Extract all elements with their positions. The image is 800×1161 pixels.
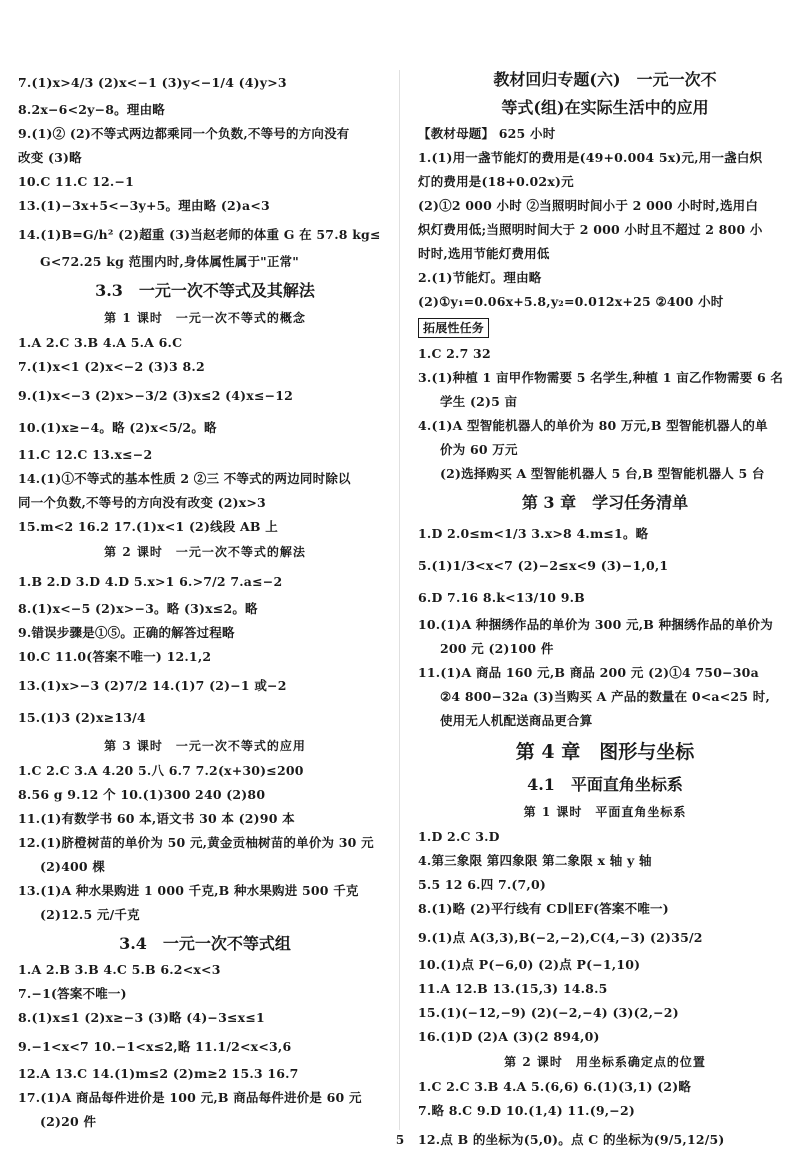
boxed-heading-row — [418, 318, 792, 338]
answer-line: 15.m<2 16.2 17.(1)x<1 (2)线段 AB 上 — [18, 519, 278, 534]
answer-line: 改变 (3)略 — [18, 150, 82, 165]
answer-line: 13.(1)−3x+5<−3y+5。理由略 (2)a<3 — [18, 198, 270, 213]
lesson-heading: 第 3 课时 一元一次不等式的应用 — [104, 739, 306, 753]
answer-line: 1.A 2.B 3.B 4.C 5.B 6.2<x<3 — [18, 962, 221, 977]
answer-line: (2)①y₁=0.06x+5.8,y₂=0.012x+25 ②400 小时 — [418, 294, 724, 309]
answer-line: 【教材母题】 625 小时 — [418, 126, 556, 141]
answer-line: 11.C 12.C 13.x≤−2 — [18, 447, 153, 462]
answer-line: 7.(1)x>4/3 (2)x<−1 (3)y<−1/4 (4)y>3 — [18, 75, 287, 90]
answer-line: (2)20 件 — [40, 1114, 97, 1129]
answer-line: 1.A 2.C 3.B 4.A 5.A 6.C — [18, 335, 183, 350]
answer-line: 17.(1)A 商品每件进价是 100 元,B 商品每件进价是 60 元 — [18, 1090, 362, 1105]
answer-line: 7.略 8.C 9.D 10.(1,4) 11.(9,−2) — [418, 1103, 635, 1118]
answer-line: 9.(1)点 A(3,3),B(−2,−2),C(4,−3) (2)35/2 — [418, 930, 703, 945]
section-heading: 3.4 一元一次不等式组 — [119, 934, 291, 953]
answer-line: 1.D 2.C 3.D — [418, 829, 500, 844]
answer-line: 2.(1)节能灯。理由略 — [418, 270, 542, 285]
answer-line: 灯的费用是(18+0.02x)元 — [418, 174, 574, 189]
answer-line: 12.点 B 的坐标为(5,0)。点 C 的坐标为(9/5,12/5) — [418, 1132, 725, 1147]
answer-line: 1.D 2.0≤m<1/3 3.x>8 4.m≤1。略 — [418, 526, 649, 541]
answer-line: 9.错误步骤是①⑤。正确的解答过程略 — [18, 625, 235, 640]
chapter-heading: 第 4 章 图形与坐标 — [515, 741, 695, 763]
left-column — [18, 70, 392, 1138]
answer-line: 时时,选用节能灯费用低 — [418, 246, 550, 261]
lesson-heading: 第 2 课时 一元一次不等式的解法 — [104, 545, 306, 559]
answer-line: 12.(1)脐橙树苗的单价为 50 元,黄金贡柚树苗的单价为 30 元 — [18, 835, 374, 850]
boxed-heading: 拓展性任务 — [418, 318, 489, 338]
answer-line: 3.(1)种植 1 亩甲作物需要 5 名学生,种植 1 亩乙作物需要 6 名 — [418, 370, 784, 385]
answer-line: 4.第三象限 第四象限 第二象限 x 轴 y 轴 — [418, 853, 652, 868]
section-heading: 3.3 一元一次不等式及其解法 — [95, 281, 315, 300]
answer-line: 8.56 g 9.12 个 10.(1)300 240 (2)80 — [18, 787, 266, 802]
answer-line: 16.(1)D (2)A (3)(2 894,0) — [418, 1029, 600, 1044]
answer-line: 10.(1)A 种捆绣作品的单价为 300 元,B 种捆绣作品的单价为 — [418, 617, 773, 632]
answer-line: 13.(1)x>−3 (2)7/2 14.(1)7 (2)−1 或−2 — [18, 678, 287, 693]
answer-line: 炽灯费用低;当照明时间大于 2 000 小时且不超过 2 800 小 — [418, 222, 763, 237]
answer-line: 9.(1)② (2)不等式两边都乘同一个负数,不等号的方向没有 — [18, 126, 350, 141]
answer-line: 同一个负数,不等号的方向没有改变 (2)x>3 — [18, 495, 266, 510]
right-column — [418, 70, 792, 1159]
answer-line: 7.−1(答案不唯一) — [18, 986, 127, 1001]
answer-line: 6.D 7.16 8.k<13/10 9.B — [418, 590, 585, 605]
section-heading: 第 3 章 学习任务清单 — [521, 493, 689, 512]
answer-line: 使用无人机配送商品更合算 — [440, 713, 593, 728]
special-topic-heading: 教材回归专题(六) 一元一次不 — [493, 70, 717, 89]
answer-line: (2)①2 000 小时 ②当照明时间小于 2 000 小时时,选用白 — [418, 198, 759, 213]
answer-line: 200 元 (2)100 件 — [440, 641, 554, 656]
answer-line: 1.C 2.C 3.B 4.A 5.(6,6) 6.(1)(3,1) (2)略 — [418, 1079, 692, 1094]
answer-line: 1.B 2.D 3.D 4.D 5.x>1 6.>7/2 7.a≤−2 — [18, 574, 283, 589]
answer-line: 11.(1)A 商品 160 元,B 商品 200 元 (2)①4 750−30a — [418, 665, 759, 680]
answer-line: 12.A 13.C 14.(1)m≤2 (2)m≥2 15.3 16.7 — [18, 1066, 299, 1081]
answer-line: 8.2x−6<2y−8。理由略 — [18, 102, 165, 117]
answer-line: 8.(1)略 (2)平行线有 CD∥EF(答案不唯一) — [418, 901, 669, 916]
lesson-heading: 第 1 课时 平面直角坐标系 — [523, 805, 687, 819]
column-divider — [399, 70, 400, 1130]
section-heading: 4.1 平面直角坐标系 — [527, 775, 683, 794]
answer-line: 1.C 2.7 32 — [418, 346, 491, 361]
answer-line: 8.(1)x<−5 (2)x>−3。略 (3)x≤2。略 — [18, 601, 258, 616]
answer-line: 5.5 12 6.四 7.(7,0) — [418, 877, 546, 892]
answer-line: (2)12.5 元/千克 — [40, 907, 140, 922]
answer-line: 11.A 12.B 13.(15,3) 14.8.5 — [418, 981, 608, 996]
answer-line: 4.(1)A 型智能机器人的单价为 80 万元,B 型智能机器人的单 — [418, 418, 768, 433]
answer-line: 9.−1<x<7 10.−1<x≤2,略 11.1/2<x<3,6 — [18, 1039, 292, 1054]
answer-line: 14.(1)①不等式的基本性质 2 ②三 不等式的两边同时除以 — [18, 471, 351, 486]
answer-line: ②4 800−32a (3)当购买 A 产品的数量在 0<a<25 时, — [440, 689, 770, 704]
answer-line: 8.(1)x≤1 (2)x≥−3 (3)略 (4)−3≤x≤1 — [18, 1010, 265, 1025]
answer-line: 10.C 11.0(答案不唯一) 12.1,2 — [18, 649, 212, 664]
answer-line: 10.(1)x≥−4。略 (2)x<5/2。略 — [18, 420, 217, 435]
answer-line: 15.(1)3 (2)x≥13/4 — [18, 710, 146, 725]
answer-line: 1.C 2.C 3.A 4.20 5.八 6.7 7.2(x+30)≤200 — [18, 763, 304, 778]
answer-line: (2)选择购买 A 型智能机器人 5 台,B 型智能机器人 5 台 — [440, 466, 765, 481]
answer-line: 学生 (2)5 亩 — [440, 394, 518, 409]
page-number: 5 — [395, 1133, 405, 1147]
answer-line: 14.(1)B=G/h² (2)超重 (3)当赵老师的体重 G 在 57.8 kg≤ — [18, 227, 381, 242]
answer-line: 10.(1)点 P(−6,0) (2)点 P(−1,10) — [418, 957, 641, 972]
answer-line: G<72.25 kg 范围内时,身体属性属于"正常" — [40, 254, 299, 269]
answer-line: 5.(1)1/3<x<7 (2)−2≤x<9 (3)−1,0,1 — [418, 558, 669, 573]
answer-line: (2)400 棵 — [40, 859, 106, 874]
special-topic-heading: 等式(组)在实际生活中的应用 — [501, 98, 709, 117]
answer-line: 9.(1)x<−3 (2)x>−3/2 (3)x≤2 (4)x≤−12 — [18, 388, 294, 403]
lesson-heading: 第 1 课时 一元一次不等式的概念 — [104, 311, 306, 325]
answer-line: 13.(1)A 种水果购进 1 000 千克,B 种水果购进 500 千克 — [18, 883, 359, 898]
lesson-heading: 第 2 课时 用坐标系确定点的位置 — [504, 1055, 706, 1069]
answer-line: 11.(1)有数学书 60 本,语文书 30 本 (2)90 本 — [18, 811, 295, 826]
answer-line: 1.(1)用一盏节能灯的费用是(49+0.004 5x)元,用一盏白炽 — [418, 150, 763, 165]
answer-line: 10.C 11.C 12.−1 — [18, 174, 135, 189]
answer-line: 7.(1)x<1 (2)x<−2 (3)3 8.2 — [18, 359, 205, 374]
answer-line: 15.(1)(−12,−9) (2)(−2,−4) (3)(2,−2) — [418, 1005, 679, 1020]
answer-line: 价为 60 万元 — [440, 442, 518, 457]
